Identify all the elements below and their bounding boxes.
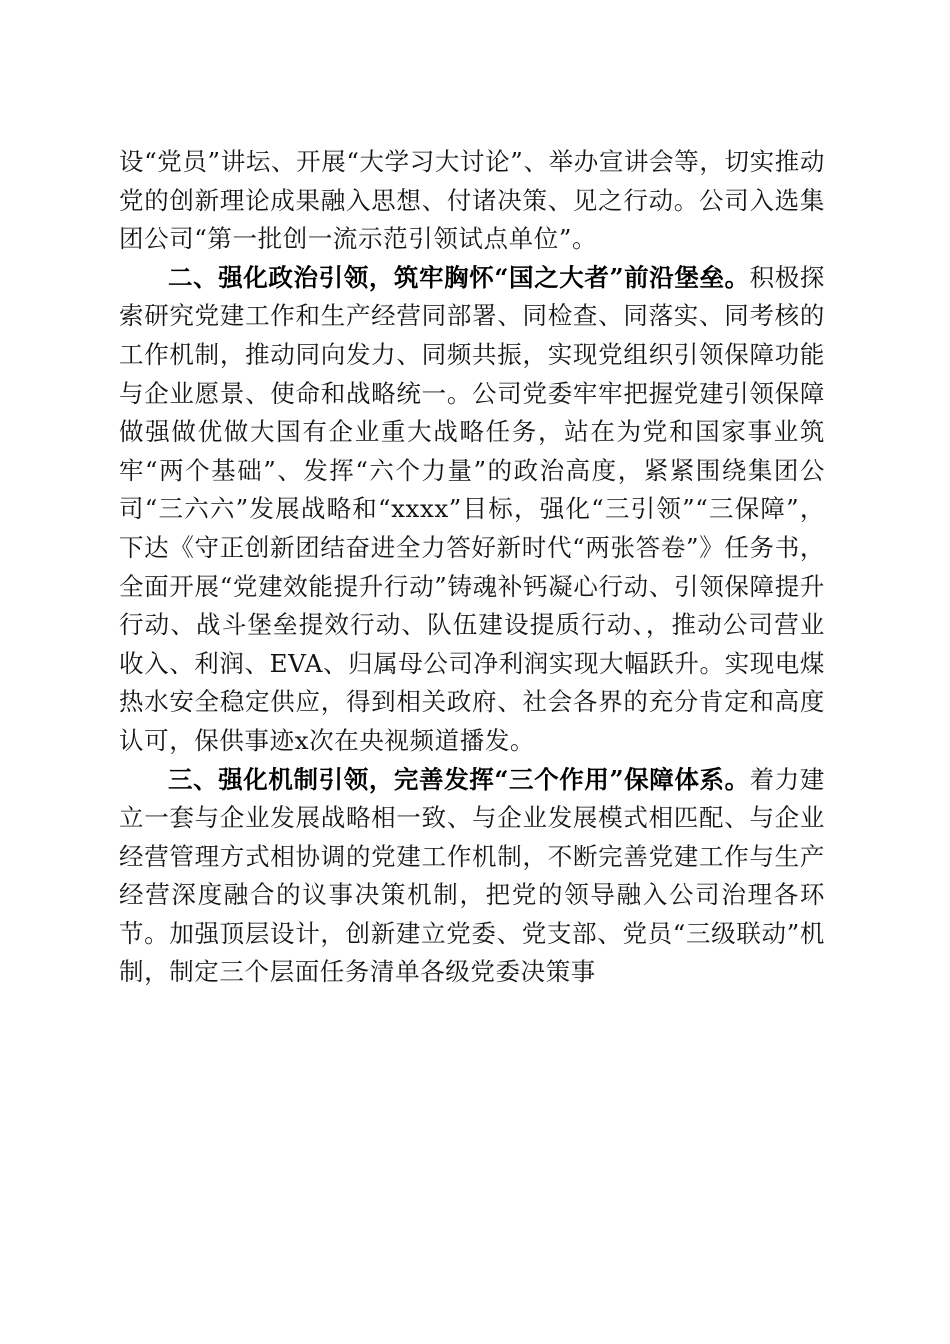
paragraph-section-2 bbox=[119, 259, 825, 761]
paragraph-text: 积极探索研究党建工作和生产经营同部署、同检查、同落实、同考核的工作机制，推动同向发力、同频共振，实现党组织引领保障功能与企业愿景、使命和战略统一。公司党委牢牢把握党建引领保障做强做优做大国有企业重大战略任务，站在为党和国家事业筑牢“两个基础”、发挥“六个力量”的政治高度，紧紧围绕集团公司“三六六”发展战略和“xxxx”目标，强化“三引领”“三保障”，下达《守正创新团结奋进全力答好新时代“两张答卷”》任务书，全面开展“党建效能提升行动”铸魂补钙凝心行动、引领保障提升行动、战斗堡垒提效行动、队伍建设提质行动、，推动公司营业收入、利润、EVA、归属母公司净利润实现大幅跃升。实现电煤热水安全稳定供应，得到相关政府、社会各界的充分肯定和高度认可，保供事迹x次在央视频道播发。 bbox=[119, 262, 826, 755]
paragraph-section-3 bbox=[119, 761, 825, 993]
paragraph-text: 着力建立一套与企业发展战略相一致、与企业发展模式相匹配、与企业经营管理方式相协调的党建工作机制，不断完善党建工作与生产经营深度融合的议事决策机制，把党的领导融入公司治理各环节。加强顶层设计，创新建立党委、党支部、党员“三级联动”机制，制定三个层面任务清单各级党委决策事 bbox=[119, 764, 825, 987]
paragraph-continuation bbox=[119, 143, 825, 259]
section-heading: 二、强化政治引领，筑牢胸怀“国之大者”前沿堡垒。 bbox=[168, 262, 750, 292]
section-heading: 三、强化机制引领，完善发挥“三个作用”保障体系。 bbox=[168, 764, 750, 794]
document-body bbox=[119, 143, 825, 992]
paragraph-text: 设“党员”讲坛、开展“大学习大讨论”、举办宣讲会等，切实推动党的创新理论成果融入思想、付诸决策、见之行动。公司入选集团公司“第一批创一流示范引领试点单位”。 bbox=[119, 147, 825, 254]
